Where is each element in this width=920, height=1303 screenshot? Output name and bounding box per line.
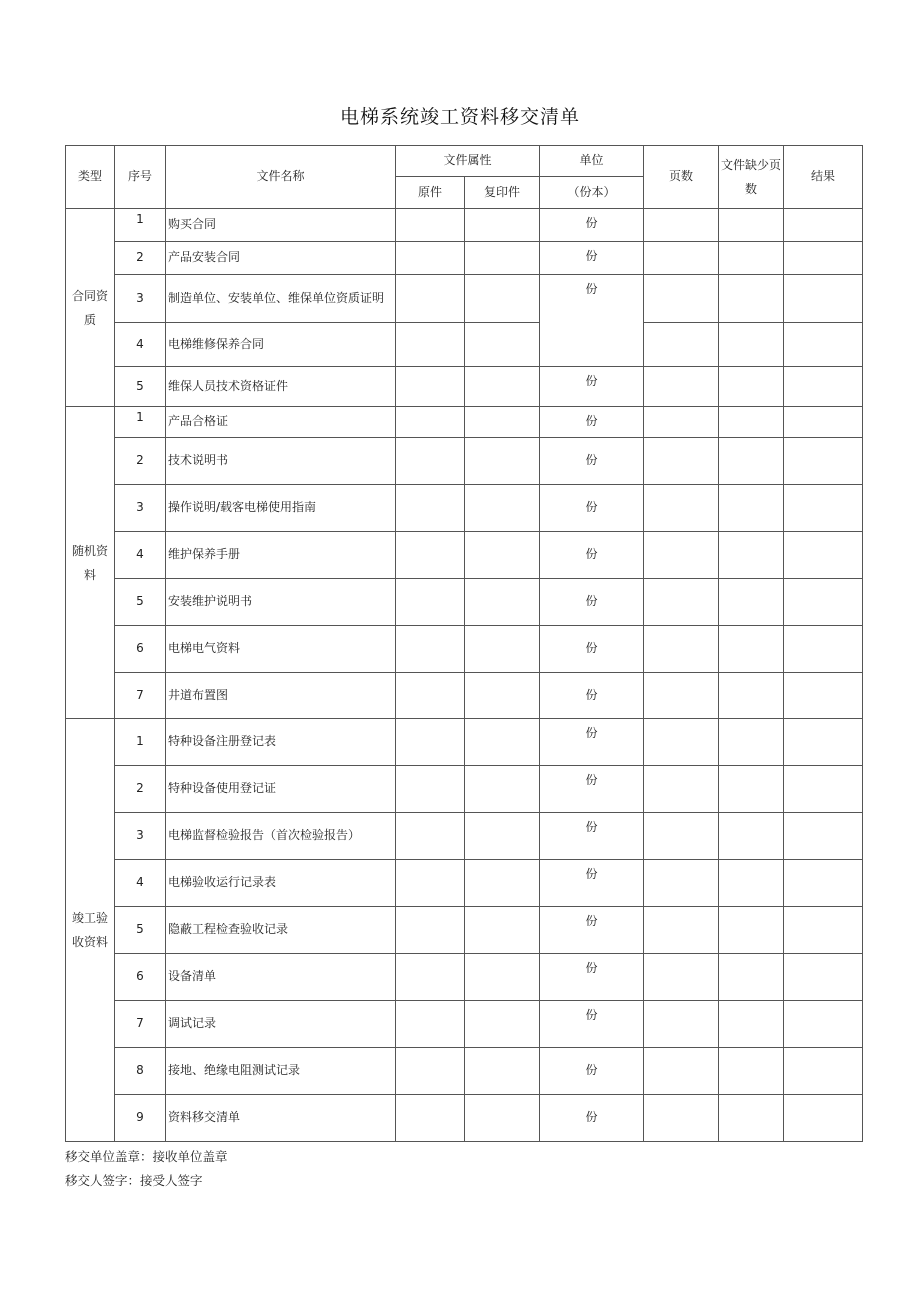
page-title: 电梯系统竣工资料移交清单 xyxy=(339,106,580,128)
table-row xyxy=(66,438,863,485)
missing-pages-cell[interactable] xyxy=(719,626,784,673)
copy-cell[interactable] xyxy=(465,954,540,1001)
result-cell[interactable] xyxy=(784,532,863,579)
file-name-cell: 接地、绝缘电阻测试记录 xyxy=(166,1048,396,1095)
header-original: 原件 xyxy=(396,177,465,209)
handover-table xyxy=(65,145,863,1142)
category-cell: 随机资料 xyxy=(66,407,115,719)
file-name-cell: 安装维护说明书 xyxy=(166,579,396,626)
copy-cell[interactable] xyxy=(465,407,540,438)
file-name-cell: 井道布置图 xyxy=(166,673,396,719)
copy-cell[interactable] xyxy=(465,1095,540,1142)
missing-pages-cell[interactable] xyxy=(719,367,784,407)
copy-cell[interactable] xyxy=(465,209,540,242)
header-result: 结果 xyxy=(784,146,863,209)
table-row xyxy=(66,275,863,323)
unit-cell: 份 xyxy=(540,407,644,438)
missing-pages-cell[interactable] xyxy=(719,907,784,954)
header-seq: 序号 xyxy=(115,146,166,209)
category-cell: 竣工验收资料 xyxy=(66,719,115,1142)
seq-cell: 4 xyxy=(115,532,166,579)
pages-cell[interactable] xyxy=(644,579,719,626)
file-name-cell: 电梯维修保养合同 xyxy=(166,323,396,367)
pages-cell[interactable] xyxy=(644,275,719,323)
missing-pages-cell[interactable] xyxy=(719,209,784,242)
pages-cell[interactable] xyxy=(644,1048,719,1095)
seq-cell: 3 xyxy=(115,275,166,323)
seq-cell: 5 xyxy=(115,579,166,626)
pages-cell[interactable] xyxy=(644,907,719,954)
file-name-cell: 购买合同 xyxy=(166,209,396,242)
original-cell[interactable] xyxy=(396,367,465,407)
unit-cell: 份 xyxy=(540,275,644,367)
unit-cell: 份 xyxy=(540,1048,644,1095)
pages-cell[interactable] xyxy=(644,1001,719,1048)
pages-cell[interactable] xyxy=(644,719,719,766)
copy-cell[interactable] xyxy=(465,242,540,275)
original-cell[interactable] xyxy=(396,954,465,1001)
seq-cell: 1 xyxy=(115,209,166,242)
table-row xyxy=(66,1048,863,1095)
missing-pages-cell[interactable] xyxy=(719,719,784,766)
result-cell[interactable] xyxy=(784,860,863,907)
table-row xyxy=(66,673,863,719)
result-cell[interactable] xyxy=(784,275,863,323)
missing-pages-cell[interactable] xyxy=(719,407,784,438)
original-cell[interactable] xyxy=(396,626,465,673)
copy-cell[interactable] xyxy=(465,367,540,407)
original-cell[interactable] xyxy=(396,242,465,275)
missing-pages-cell[interactable] xyxy=(719,860,784,907)
unit-cell: 份 xyxy=(540,485,644,532)
header-filename: 文件名称 xyxy=(166,146,396,209)
original-cell[interactable] xyxy=(396,485,465,532)
result-cell[interactable] xyxy=(784,719,863,766)
seq-cell: 5 xyxy=(115,367,166,407)
file-name-cell: 制造单位、安装单位、维保单位资质证明 xyxy=(166,275,396,323)
table-row xyxy=(66,407,863,438)
unit-cell: 份 xyxy=(540,367,644,407)
file-name-cell: 特种设备注册登记表 xyxy=(166,719,396,766)
missing-pages-cell[interactable] xyxy=(719,532,784,579)
seq-cell: 7 xyxy=(115,1001,166,1048)
missing-pages-cell[interactable] xyxy=(719,1001,784,1048)
original-cell[interactable] xyxy=(396,1095,465,1142)
footer-signature-line: 移交人签字：接受人签字 xyxy=(65,1173,203,1188)
result-cell[interactable] xyxy=(784,485,863,532)
file-name-cell: 特种设备使用登记证 xyxy=(166,766,396,813)
result-cell[interactable] xyxy=(784,579,863,626)
copy-cell[interactable] xyxy=(465,766,540,813)
result-cell[interactable] xyxy=(784,242,863,275)
result-cell[interactable] xyxy=(784,1001,863,1048)
file-name-cell: 设备清单 xyxy=(166,954,396,1001)
result-cell[interactable] xyxy=(784,766,863,813)
file-name-cell: 电梯验收运行记录表 xyxy=(166,860,396,907)
copy-cell[interactable] xyxy=(465,626,540,673)
result-cell[interactable] xyxy=(784,907,863,954)
result-cell[interactable] xyxy=(784,407,863,438)
file-name-cell: 技术说明书 xyxy=(166,438,396,485)
unit-cell: 份 xyxy=(540,719,644,766)
original-cell[interactable] xyxy=(396,579,465,626)
seq-cell: 3 xyxy=(115,813,166,860)
copy-cell[interactable] xyxy=(465,275,540,323)
result-cell[interactable] xyxy=(784,673,863,719)
file-name-cell: 隐蔽工程检查验收记录 xyxy=(166,907,396,954)
table-row xyxy=(66,907,863,954)
pages-cell[interactable] xyxy=(644,407,719,438)
file-name-cell: 产品合格证 xyxy=(166,407,396,438)
result-cell[interactable] xyxy=(784,1048,863,1095)
unit-cell: 份 xyxy=(540,673,644,719)
seq-cell: 2 xyxy=(115,766,166,813)
unit-cell: 份 xyxy=(540,532,644,579)
table-row xyxy=(66,719,863,766)
missing-pages-cell[interactable] xyxy=(719,275,784,323)
original-cell[interactable] xyxy=(396,275,465,323)
missing-pages-cell[interactable] xyxy=(719,673,784,719)
original-cell[interactable] xyxy=(396,438,465,485)
seq-cell: 3 xyxy=(115,485,166,532)
copy-cell[interactable] xyxy=(465,323,540,367)
original-cell[interactable] xyxy=(396,860,465,907)
seq-cell: 6 xyxy=(115,626,166,673)
copy-cell[interactable] xyxy=(465,532,540,579)
unit-cell: 份 xyxy=(540,626,644,673)
seq-cell: 4 xyxy=(115,860,166,907)
pages-cell[interactable] xyxy=(644,242,719,275)
seq-cell: 6 xyxy=(115,954,166,1001)
unit-cell: 份 xyxy=(540,1095,644,1142)
original-cell[interactable] xyxy=(396,323,465,367)
pages-cell[interactable] xyxy=(644,367,719,407)
pages-cell[interactable] xyxy=(644,673,719,719)
missing-pages-cell[interactable] xyxy=(719,813,784,860)
table-row xyxy=(66,367,863,407)
pages-cell[interactable] xyxy=(644,813,719,860)
pages-cell[interactable] xyxy=(644,766,719,813)
pages-cell[interactable] xyxy=(644,532,719,579)
pages-cell[interactable] xyxy=(644,954,719,1001)
table-row xyxy=(66,579,863,626)
missing-pages-cell[interactable] xyxy=(719,242,784,275)
file-name-cell: 电梯电气资料 xyxy=(166,626,396,673)
copy-cell[interactable] xyxy=(465,813,540,860)
original-cell[interactable] xyxy=(396,719,465,766)
header-copy: 复印件 xyxy=(465,177,540,209)
copy-cell[interactable] xyxy=(465,1001,540,1048)
header-missing-pages: 文件缺少页数 xyxy=(719,146,784,209)
result-cell[interactable] xyxy=(784,626,863,673)
seq-cell: 7 xyxy=(115,673,166,719)
original-cell[interactable] xyxy=(396,1001,465,1048)
table-row xyxy=(66,242,863,275)
copy-cell[interactable] xyxy=(465,907,540,954)
result-cell[interactable] xyxy=(784,813,863,860)
copy-cell[interactable] xyxy=(465,579,540,626)
missing-pages-cell[interactable] xyxy=(719,1048,784,1095)
seq-cell: 9 xyxy=(115,1095,166,1142)
missing-pages-cell[interactable] xyxy=(719,579,784,626)
table-row xyxy=(66,209,863,242)
seq-cell: 2 xyxy=(115,242,166,275)
pages-cell[interactable] xyxy=(644,323,719,367)
header-file-attr: 文件属性 xyxy=(396,146,540,177)
result-cell[interactable] xyxy=(784,323,863,367)
original-cell[interactable] xyxy=(396,673,465,719)
table-row xyxy=(66,323,863,367)
seq-cell: 8 xyxy=(115,1048,166,1095)
seq-cell: 4 xyxy=(115,323,166,367)
table-row xyxy=(66,626,863,673)
copy-cell[interactable] xyxy=(465,673,540,719)
category-cell: 合同资质 xyxy=(66,209,115,407)
pages-cell[interactable] xyxy=(644,438,719,485)
file-name-cell: 电梯监督检验报告（首次检验报告） xyxy=(166,813,396,860)
file-name-cell: 操作说明/载客电梯使用指南 xyxy=(166,485,396,532)
missing-pages-cell[interactable] xyxy=(719,766,784,813)
table-row xyxy=(66,766,863,813)
pages-cell[interactable] xyxy=(644,860,719,907)
header-unit: 单位 xyxy=(540,146,644,177)
table-row xyxy=(66,485,863,532)
table-row xyxy=(66,1095,863,1142)
table-row xyxy=(66,813,863,860)
missing-pages-cell[interactable] xyxy=(719,954,784,1001)
copy-cell[interactable] xyxy=(465,438,540,485)
unit-cell: 份 xyxy=(540,438,644,485)
unit-cell: 份 xyxy=(540,579,644,626)
unit-cell: 份 xyxy=(540,860,644,907)
unit-cell: 份 xyxy=(540,813,644,860)
result-cell[interactable] xyxy=(784,1095,863,1142)
result-cell[interactable] xyxy=(784,209,863,242)
pages-cell[interactable] xyxy=(644,485,719,532)
seq-cell: 2 xyxy=(115,438,166,485)
unit-cell: 份 xyxy=(540,242,644,275)
seq-cell: 1 xyxy=(115,719,166,766)
header-pages: 页数 xyxy=(644,146,719,209)
original-cell[interactable] xyxy=(396,766,465,813)
original-cell[interactable] xyxy=(396,1048,465,1095)
table-row xyxy=(66,532,863,579)
missing-pages-cell[interactable] xyxy=(719,438,784,485)
header-unit-sub: （份本） xyxy=(540,177,644,209)
footer-seal-line: 移交单位盖章：接收单位盖章 xyxy=(65,1149,228,1164)
copy-cell[interactable] xyxy=(465,485,540,532)
unit-cell: 份 xyxy=(540,954,644,1001)
original-cell[interactable] xyxy=(396,407,465,438)
pages-cell[interactable] xyxy=(644,626,719,673)
seq-cell: 1 xyxy=(115,407,166,438)
seq-cell: 5 xyxy=(115,907,166,954)
copy-cell[interactable] xyxy=(465,719,540,766)
unit-cell: 份 xyxy=(540,209,644,242)
file-name-cell: 维护保养手册 xyxy=(166,532,396,579)
file-name-cell: 调试记录 xyxy=(166,1001,396,1048)
unit-cell: 份 xyxy=(540,766,644,813)
missing-pages-cell[interactable] xyxy=(719,323,784,367)
copy-cell[interactable] xyxy=(465,1048,540,1095)
file-name-cell: 资料移交清单 xyxy=(166,1095,396,1142)
table-row xyxy=(66,860,863,907)
missing-pages-cell[interactable] xyxy=(719,485,784,532)
unit-cell: 份 xyxy=(540,1001,644,1048)
result-cell[interactable] xyxy=(784,438,863,485)
table-row xyxy=(66,954,863,1001)
original-cell[interactable] xyxy=(396,209,465,242)
pages-cell[interactable] xyxy=(644,1095,719,1142)
original-cell[interactable] xyxy=(396,813,465,860)
missing-pages-cell[interactable] xyxy=(719,1095,784,1142)
file-name-cell: 维保人员技术资格证件 xyxy=(166,367,396,407)
table-row xyxy=(66,1001,863,1048)
file-name-cell: 产品安装合同 xyxy=(166,242,396,275)
header-type: 类型 xyxy=(66,146,115,209)
copy-cell[interactable] xyxy=(465,860,540,907)
result-cell[interactable] xyxy=(784,954,863,1001)
unit-cell: 份 xyxy=(540,907,644,954)
result-cell[interactable] xyxy=(784,367,863,407)
original-cell[interactable] xyxy=(396,907,465,954)
pages-cell[interactable] xyxy=(644,209,719,242)
original-cell[interactable] xyxy=(396,532,465,579)
